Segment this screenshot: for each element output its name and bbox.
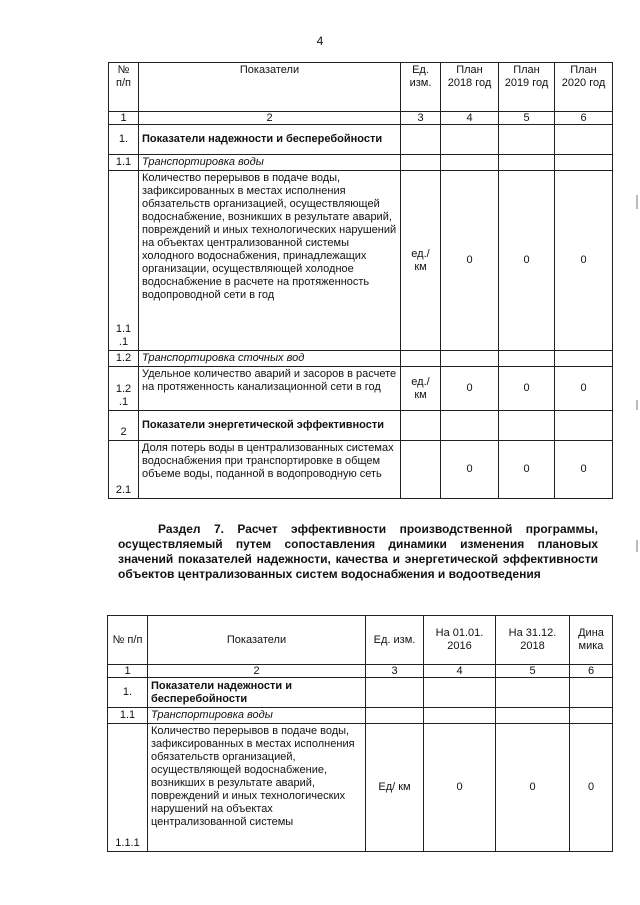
row-num: 1.1.1 xyxy=(108,724,148,852)
row-num: 1.2 .1 xyxy=(109,367,139,411)
colnum: 2 xyxy=(139,112,401,125)
row-value-2019: 0 xyxy=(499,171,555,351)
row-name: Транспортировка воды xyxy=(139,155,401,171)
scan-mark xyxy=(636,195,638,209)
row-num: 1.1 xyxy=(108,708,148,724)
row-name: Показатели надежности и бесперебойности xyxy=(148,678,366,708)
colnum: 6 xyxy=(555,112,613,125)
table-row xyxy=(109,351,613,367)
row-unit: Ед/ км xyxy=(366,724,424,852)
row-value-2020: 0 xyxy=(555,171,613,351)
colnum: 1 xyxy=(108,665,148,678)
header-unit: Ед. изм. xyxy=(366,616,424,665)
colnum: 1 xyxy=(109,112,139,125)
row-value-2018: 0 xyxy=(441,441,499,499)
row-name: Показатели энергетической эффективности xyxy=(139,411,401,441)
header-date-2016: На 01.01. 2016 xyxy=(424,616,496,665)
header-unit: Ед. изм. xyxy=(401,63,441,112)
header-dynamics: Дина мика xyxy=(570,616,613,665)
row-unit: ед./ км xyxy=(401,367,441,411)
table-row xyxy=(108,708,613,724)
page-number: 4 xyxy=(316,34,324,48)
header-indicators: Показатели xyxy=(148,616,366,665)
row-name: Показатели надежности и бесперебойности xyxy=(139,125,401,155)
header-indicators: Показатели xyxy=(139,63,401,112)
colnum: 4 xyxy=(424,665,496,678)
row-value-2016: 0 xyxy=(424,724,496,852)
header-plan-2018: План 2018 год xyxy=(441,63,499,112)
row-value-2019: 0 xyxy=(499,441,555,499)
table-row xyxy=(109,125,613,155)
row-value-dynamics: 0 xyxy=(570,724,613,852)
row-name: Удельное количество аварий и засоров в расчете на протяженность канализационной сети в год xyxy=(139,367,401,411)
table-header-row xyxy=(109,63,613,112)
table-row xyxy=(109,411,613,441)
header-plan-2020: План 2020 год xyxy=(555,63,613,112)
table-row xyxy=(109,171,613,351)
header-date-2018: На 31.12. 2018 xyxy=(496,616,570,665)
efficiency-indicators-table xyxy=(107,615,613,852)
row-value-2019: 0 xyxy=(499,367,555,411)
table-row xyxy=(108,678,613,708)
colnum: 5 xyxy=(496,665,570,678)
section-7-title: Раздел 7. Расчет эффективности производственной программы, осуществляемый путем сопоставления динамики изменения плановых значений показателей надежности, качества и энергетической эффективности объектов централизованных систем водоснабжения и водоотведения xyxy=(118,522,598,581)
row-name: Доля потерь воды в централизованных системах водоснабжения при транспортировке в общем объеме воды, поданной в водопроводную сеть xyxy=(139,441,401,499)
header-num: № п/п xyxy=(108,616,148,665)
colnum: 6 xyxy=(570,665,613,678)
table-row xyxy=(109,441,613,499)
row-value-2020: 0 xyxy=(555,367,613,411)
colnum: 3 xyxy=(401,112,441,125)
colnum: 3 xyxy=(366,665,424,678)
header-num: № п/п xyxy=(109,63,139,112)
row-num: 2.1 xyxy=(109,441,139,499)
table-row xyxy=(108,724,613,852)
scan-mark xyxy=(636,540,638,552)
table-row xyxy=(109,367,613,411)
row-num: 2 xyxy=(109,411,139,441)
colnum: 4 xyxy=(441,112,499,125)
colnum: 5 xyxy=(499,112,555,125)
row-num: 1.1 xyxy=(109,155,139,171)
row-name: Количество перерывов в подаче воды, зафиксированных в местах исполнения обязательств организацией, осуществляющей водоснабжение, возникших в результате аварий, повреждений и иных технологических нарушений на объектах централизованной системы холодного водоснабжения, принадлежащих организации, осуществляющей холодное водоснабжение в расчете на протяженность водопроводной сети в год xyxy=(139,171,401,351)
row-unit: ед./ км xyxy=(401,171,441,351)
row-name: Количество перерывов в подаче воды, зафиксированных в местах исполнения обязательств организацией, осуществляющей водоснабжение, возникших в результате аварий, повреждений и иных технологических нарушений на объектах централизованной системы xyxy=(148,724,366,852)
row-value-2018: 0 xyxy=(441,367,499,411)
row-name: Транспортировка воды xyxy=(148,708,366,724)
plan-indicators-table xyxy=(108,62,613,499)
row-num: 1. xyxy=(109,125,139,155)
row-value-2020: 0 xyxy=(555,441,613,499)
table-header-row xyxy=(108,616,613,665)
row-num: 1. xyxy=(108,678,148,708)
row-num: 1.2 xyxy=(109,351,139,367)
row-num: 1.1 .1 xyxy=(109,171,139,351)
column-number-row xyxy=(108,665,613,678)
row-name: Транспортировка сточных вод xyxy=(139,351,401,367)
scan-mark xyxy=(636,400,638,410)
header-plan-2019: План 2019 год xyxy=(499,63,555,112)
row-value-2018: 0 xyxy=(496,724,570,852)
row-value-2018: 0 xyxy=(441,171,499,351)
colnum: 2 xyxy=(148,665,366,678)
table-row xyxy=(109,155,613,171)
column-number-row xyxy=(109,112,613,125)
